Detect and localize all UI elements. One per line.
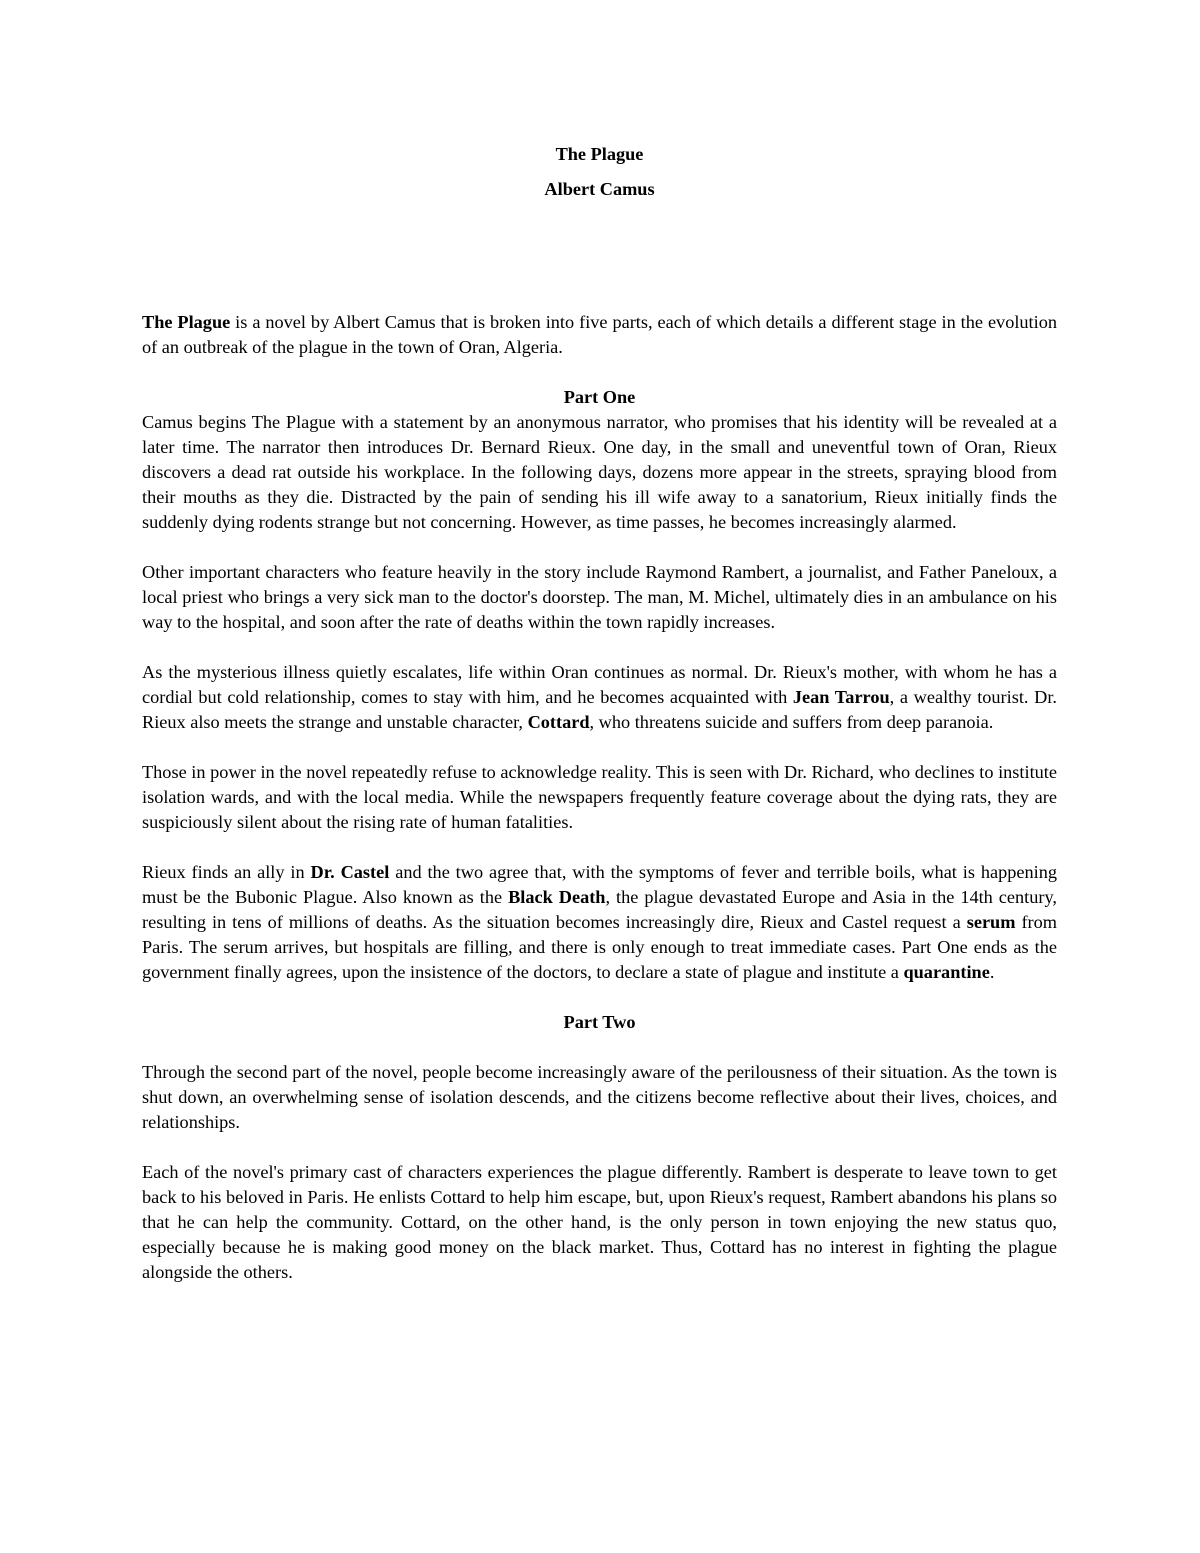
part-one-paragraph-4: Those in power in the novel repeatedly refuse to acknowledge reality. This is seen with Dr. Richard, who declines to institute isolation wards, and with the local media. While the newspapers frequently feature coverage about the dying rats, they are suspiciously silent about the rising rate of human fatalities. <box>142 762 1057 832</box>
part-one-paragraph-2: Other important characters who feature heavily in the story include Raymond Rambert, a journalist, and Father Paneloux, a local priest who brings a very sick man to the doctor's doorstep. The man, M. Michel, ultimately dies in an ambulance on his way to the hospital, and soon after the rate of deaths within the town rapidly increases. <box>142 562 1057 632</box>
part-one-heading: Part One <box>563 387 636 407</box>
text-run: As the mysterious illness quietly escalates, life within Oran continues as normal. Dr. Rieux's mother, with whom he has a cordial but cold relationship, comes to stay with him, and he becomes acquainted with <box>142 662 1057 707</box>
text-run: , who threatens suicide and suffers from deep paranoia. <box>589 712 994 732</box>
spacer <box>142 535 1057 560</box>
part-one-paragraph-3 <box>142 660 1057 735</box>
text-run: , a wealthy tourist. Dr. Rieux also meets the strange and unstable character, <box>142 687 1057 732</box>
spacer <box>142 835 1057 860</box>
spacer <box>142 1035 1057 1060</box>
part-two-paragraph-2: Each of the novel's primary cast of characters experiences the plague differently. Rambert is desperate to leave town to get back to his beloved in Paris. He enlists Cottard to help him escape, but, upon Rieux's request, Rambert abandons his plans so that he can help the community. Cottard, on the other hand, is the only person in town enjoying the new status quo, especially because he is making good money on the black market. Thus, Cottard has no interest in fighting the plague alongside the others. <box>142 1162 1057 1282</box>
text-run: from Paris. The serum arrives, but hospitals are filling, and there is only enough to treat immediate cases. Part One ends as the government finally agrees, upon the insistence of the doctors, to declare a state of plague and institute a <box>142 912 1057 982</box>
text-run: , the plague devastated Europe and Asia in the 14th century, resulting in tens of millions of deaths. As the situation becomes increasingly dire, Rieux and Castel request a <box>142 887 1057 932</box>
bold-term: Dr. Castel <box>310 862 390 882</box>
intro-paragraph <box>142 310 1057 360</box>
bold-term: Cottard <box>527 712 590 732</box>
part-one-paragraph-1: Camus begins The Plague with a statement by an anonymous narrator, who promises that his identity will be revealed at a later time. The narrator then introduces Dr. Bernard Rieux. One day, in the small and uneventful town of Oran, Rieux discovers a dead rat outside his workplace. In the following days, dozens more appear in the streets, spraying blood from their mouths as they die. Distracted by the pain of sending his ill wife away to a sanatorium, Rieux initially finds the suddenly dying rodents strange but not concerning. However, as time passes, he becomes increasingly alarmed. <box>142 412 1057 532</box>
text-run: and the two agree that, with the symptoms of fever and terrible boils, what is happening must be the Bubonic Plague. Also known as the <box>142 862 1057 907</box>
part-two-heading: Part Two <box>563 1012 636 1032</box>
text-run: . <box>989 962 995 982</box>
spacer <box>142 635 1057 660</box>
bold-term: The Plague <box>142 312 231 332</box>
spacer <box>142 360 1057 385</box>
spacer <box>142 985 1057 1010</box>
spacer <box>142 735 1057 760</box>
text-run: Rieux finds an ally in <box>142 862 311 882</box>
part-two-paragraph-1: Through the second part of the novel, people become increasingly aware of the perilousness of their situation. As the town is shut down, an overwhelming sense of isolation descends, and the citizens become reflective about their lives, choices, and relationships. <box>142 1062 1057 1132</box>
document-title: The Plague <box>555 144 644 164</box>
part-one-paragraph-5 <box>142 860 1057 985</box>
spacer <box>142 1135 1057 1160</box>
document-body <box>142 140 1057 1285</box>
document-author: Albert Camus <box>544 179 655 199</box>
spacer <box>142 203 1057 310</box>
bold-term: Black Death <box>508 887 606 907</box>
bold-term: quarantine <box>903 962 990 982</box>
bold-term: serum <box>966 912 1016 932</box>
bold-term: Jean Tarrou <box>792 687 890 707</box>
text-run: is a novel by Albert Camus that is broken into five parts, each of which details a different stage in the evolution of an outbreak of the plague in the town of Oran, Algeria. <box>142 312 1057 357</box>
